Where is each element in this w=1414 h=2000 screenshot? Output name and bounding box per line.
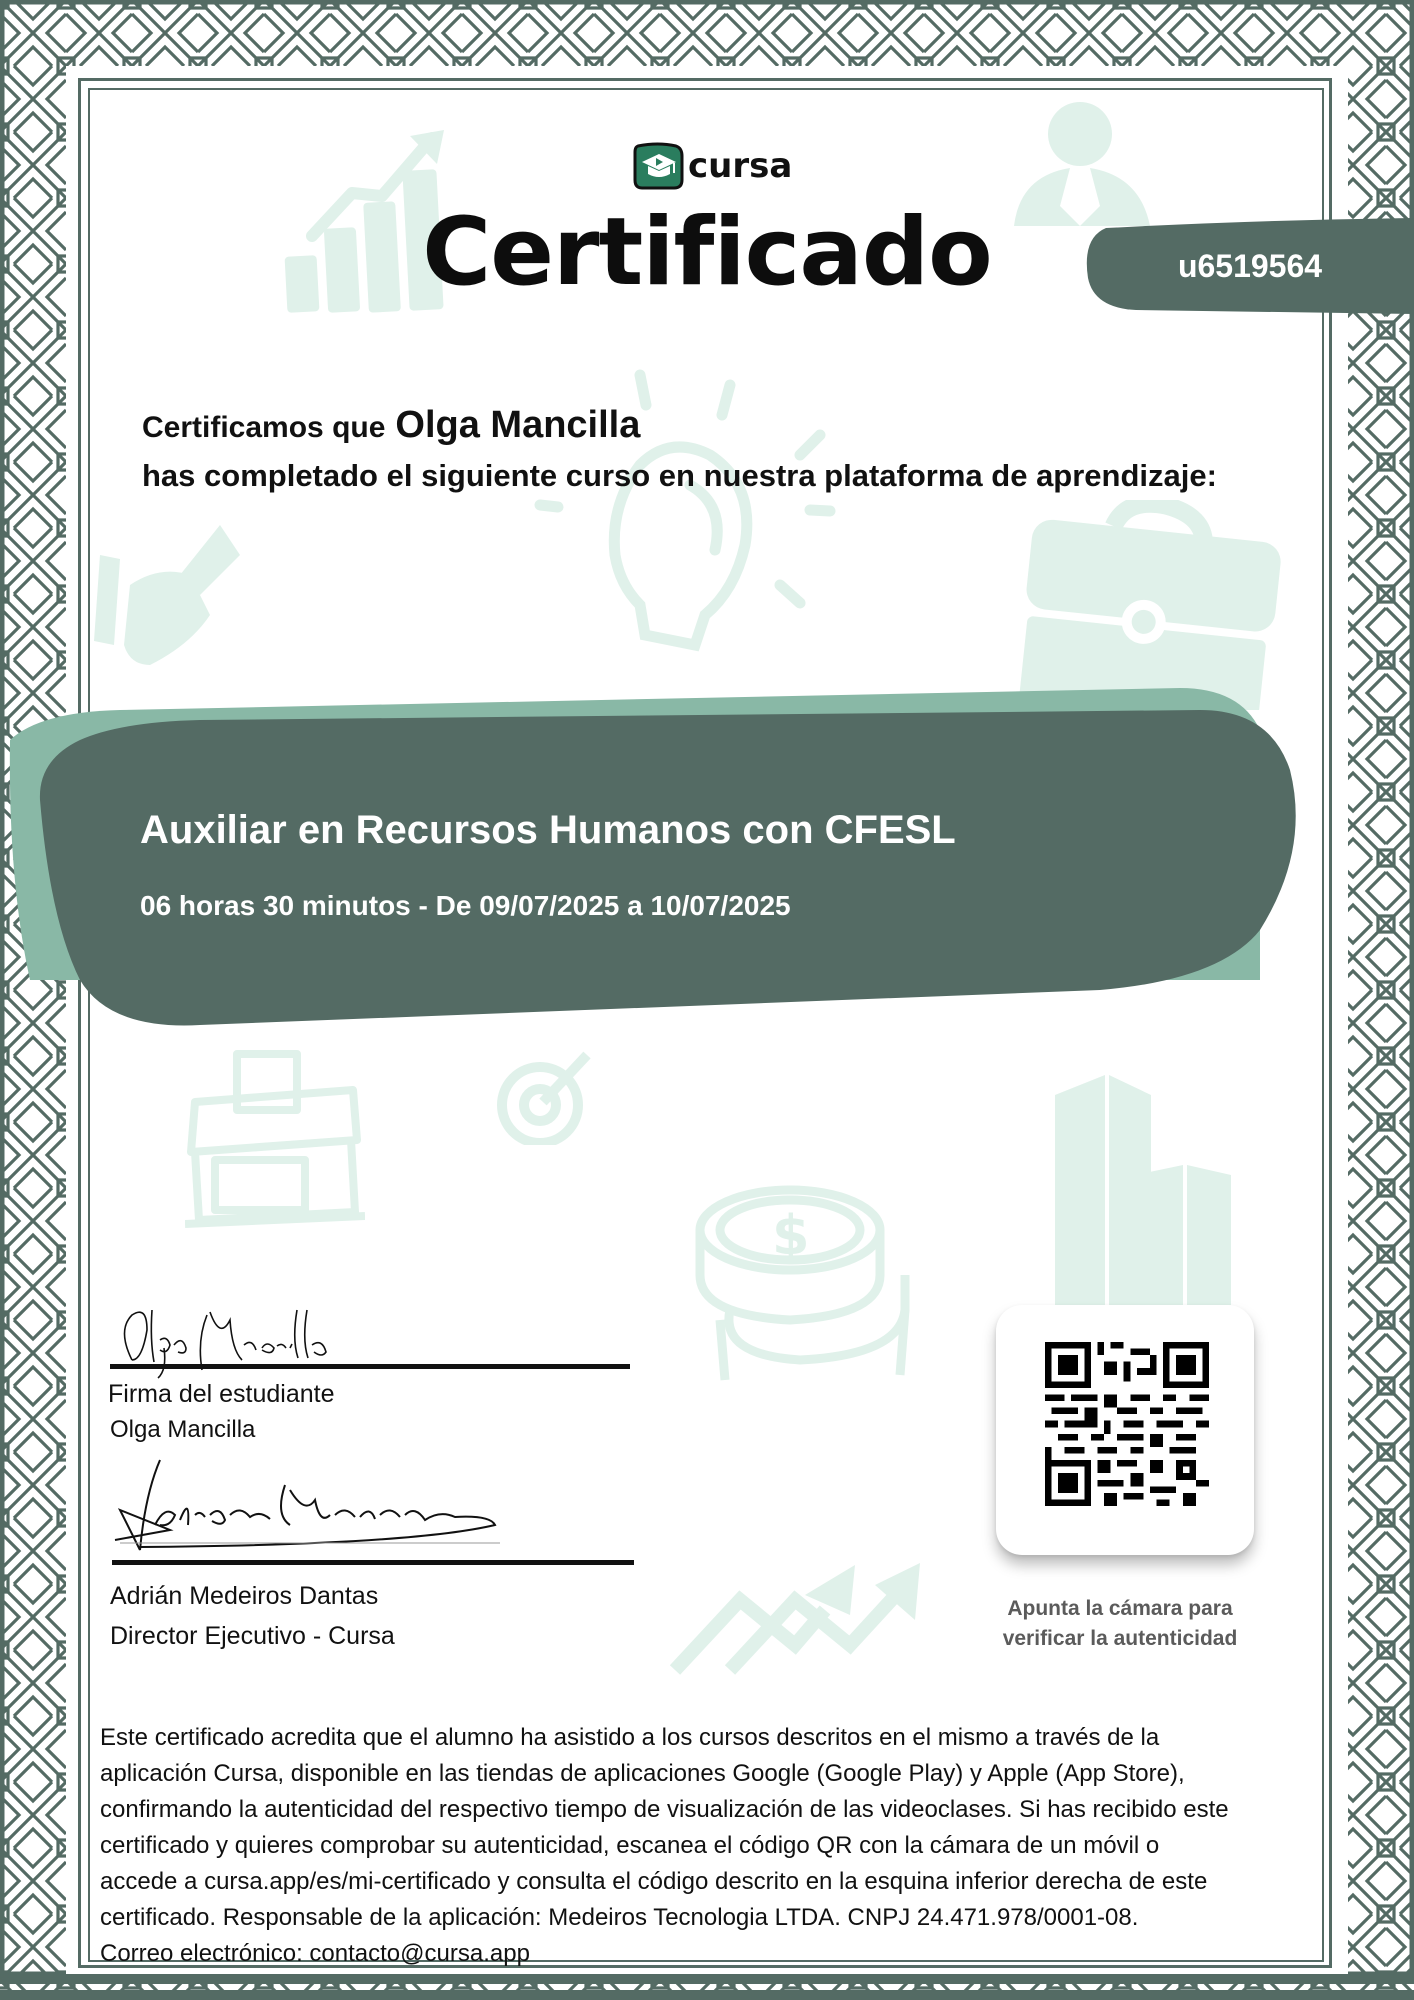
- brand-name: cursa: [688, 146, 793, 186]
- briefcase-icon: [1006, 500, 1286, 710]
- legal-line: aplicación Cursa, disponible en las tiendas de aplicaciones Google (Google Play) y Apple (App Store),: [100, 1760, 1185, 1787]
- student-printed-name: Olga Mancilla: [110, 1416, 256, 1443]
- legal-line: certificado y quieres comprobar su autenticidad, escanea el código QR con la cámara de un móvil o: [100, 1832, 1160, 1859]
- bottom-band: [0, 1974, 1414, 1984]
- certificate-title: Certificado: [422, 198, 992, 307]
- legal-notice: [100, 1720, 1325, 1972]
- certificate-intro: [142, 404, 640, 447]
- course-duration-dates: 06 horas 30 minutos - De 09/07/2025 a 10/07/2025: [140, 890, 791, 921]
- qr-caption-line-1: Apunta la cámara para: [1007, 1597, 1233, 1620]
- student-signature-label: Firma del estudiante: [108, 1380, 335, 1408]
- svg-text:$: $: [772, 1204, 810, 1267]
- legal-line: confirmando la autenticidad del respectivo tiempo de visualización de las videoclases. Si has recibido este: [100, 1796, 1229, 1823]
- graduation-cap-play-icon: [632, 140, 684, 192]
- intro-line-2: has completado el siguiente curso en nuestra plataforma de aprendizaje:: [142, 458, 1217, 493]
- bottom-band: [0, 1990, 1414, 2000]
- storefront-icon: [185, 1040, 365, 1230]
- legal-line: Correo electrónico: contacto@cursa.app: [100, 1940, 530, 1967]
- certificate-code: u6519564: [1177, 247, 1323, 284]
- director-signature: [110, 1455, 510, 1560]
- qr-caption: [960, 1594, 1280, 1654]
- legal-line: certificado. Responsable de la aplicación: Medeiros Tecnologia LTDA. CNPJ 24.471.978/0001-08.: [100, 1904, 1139, 1931]
- target-arrow-icon: [495, 1045, 595, 1145]
- student-signature-line: [110, 1364, 630, 1369]
- coins-stack-icon: [680, 1180, 920, 1390]
- qr-code-icon[interactable]: [1045, 1342, 1209, 1506]
- handshake-icon: [90, 525, 270, 675]
- director-name: Adrián Medeiros Dantas: [110, 1582, 379, 1610]
- cursa-logo: [632, 140, 792, 192]
- intro-prefix: Certificamos que: [142, 411, 386, 444]
- legal-line: accede a cursa.app/es/mi-certificado y consulta el código descrito en la esquina inferior derecha de este: [100, 1868, 1208, 1895]
- director-signature-line: [112, 1560, 634, 1565]
- qr-caption-line-2: verificar la autenticidad: [1002, 1627, 1238, 1650]
- legal-line: Este certificado acredita que el alumno ha asistido a los cursos descritos en el mismo a través de la: [100, 1724, 1160, 1751]
- trend-arrows-icon: [665, 1555, 925, 1675]
- course-name: Auxiliar en Recursos Humanos con CFESL: [140, 808, 956, 852]
- buildings-icon: [1055, 1075, 1235, 1305]
- director-role: Director Ejecutivo - Cursa: [110, 1622, 395, 1650]
- course-banner: [0, 680, 1320, 1040]
- student-name: Olga Mancilla: [395, 404, 641, 446]
